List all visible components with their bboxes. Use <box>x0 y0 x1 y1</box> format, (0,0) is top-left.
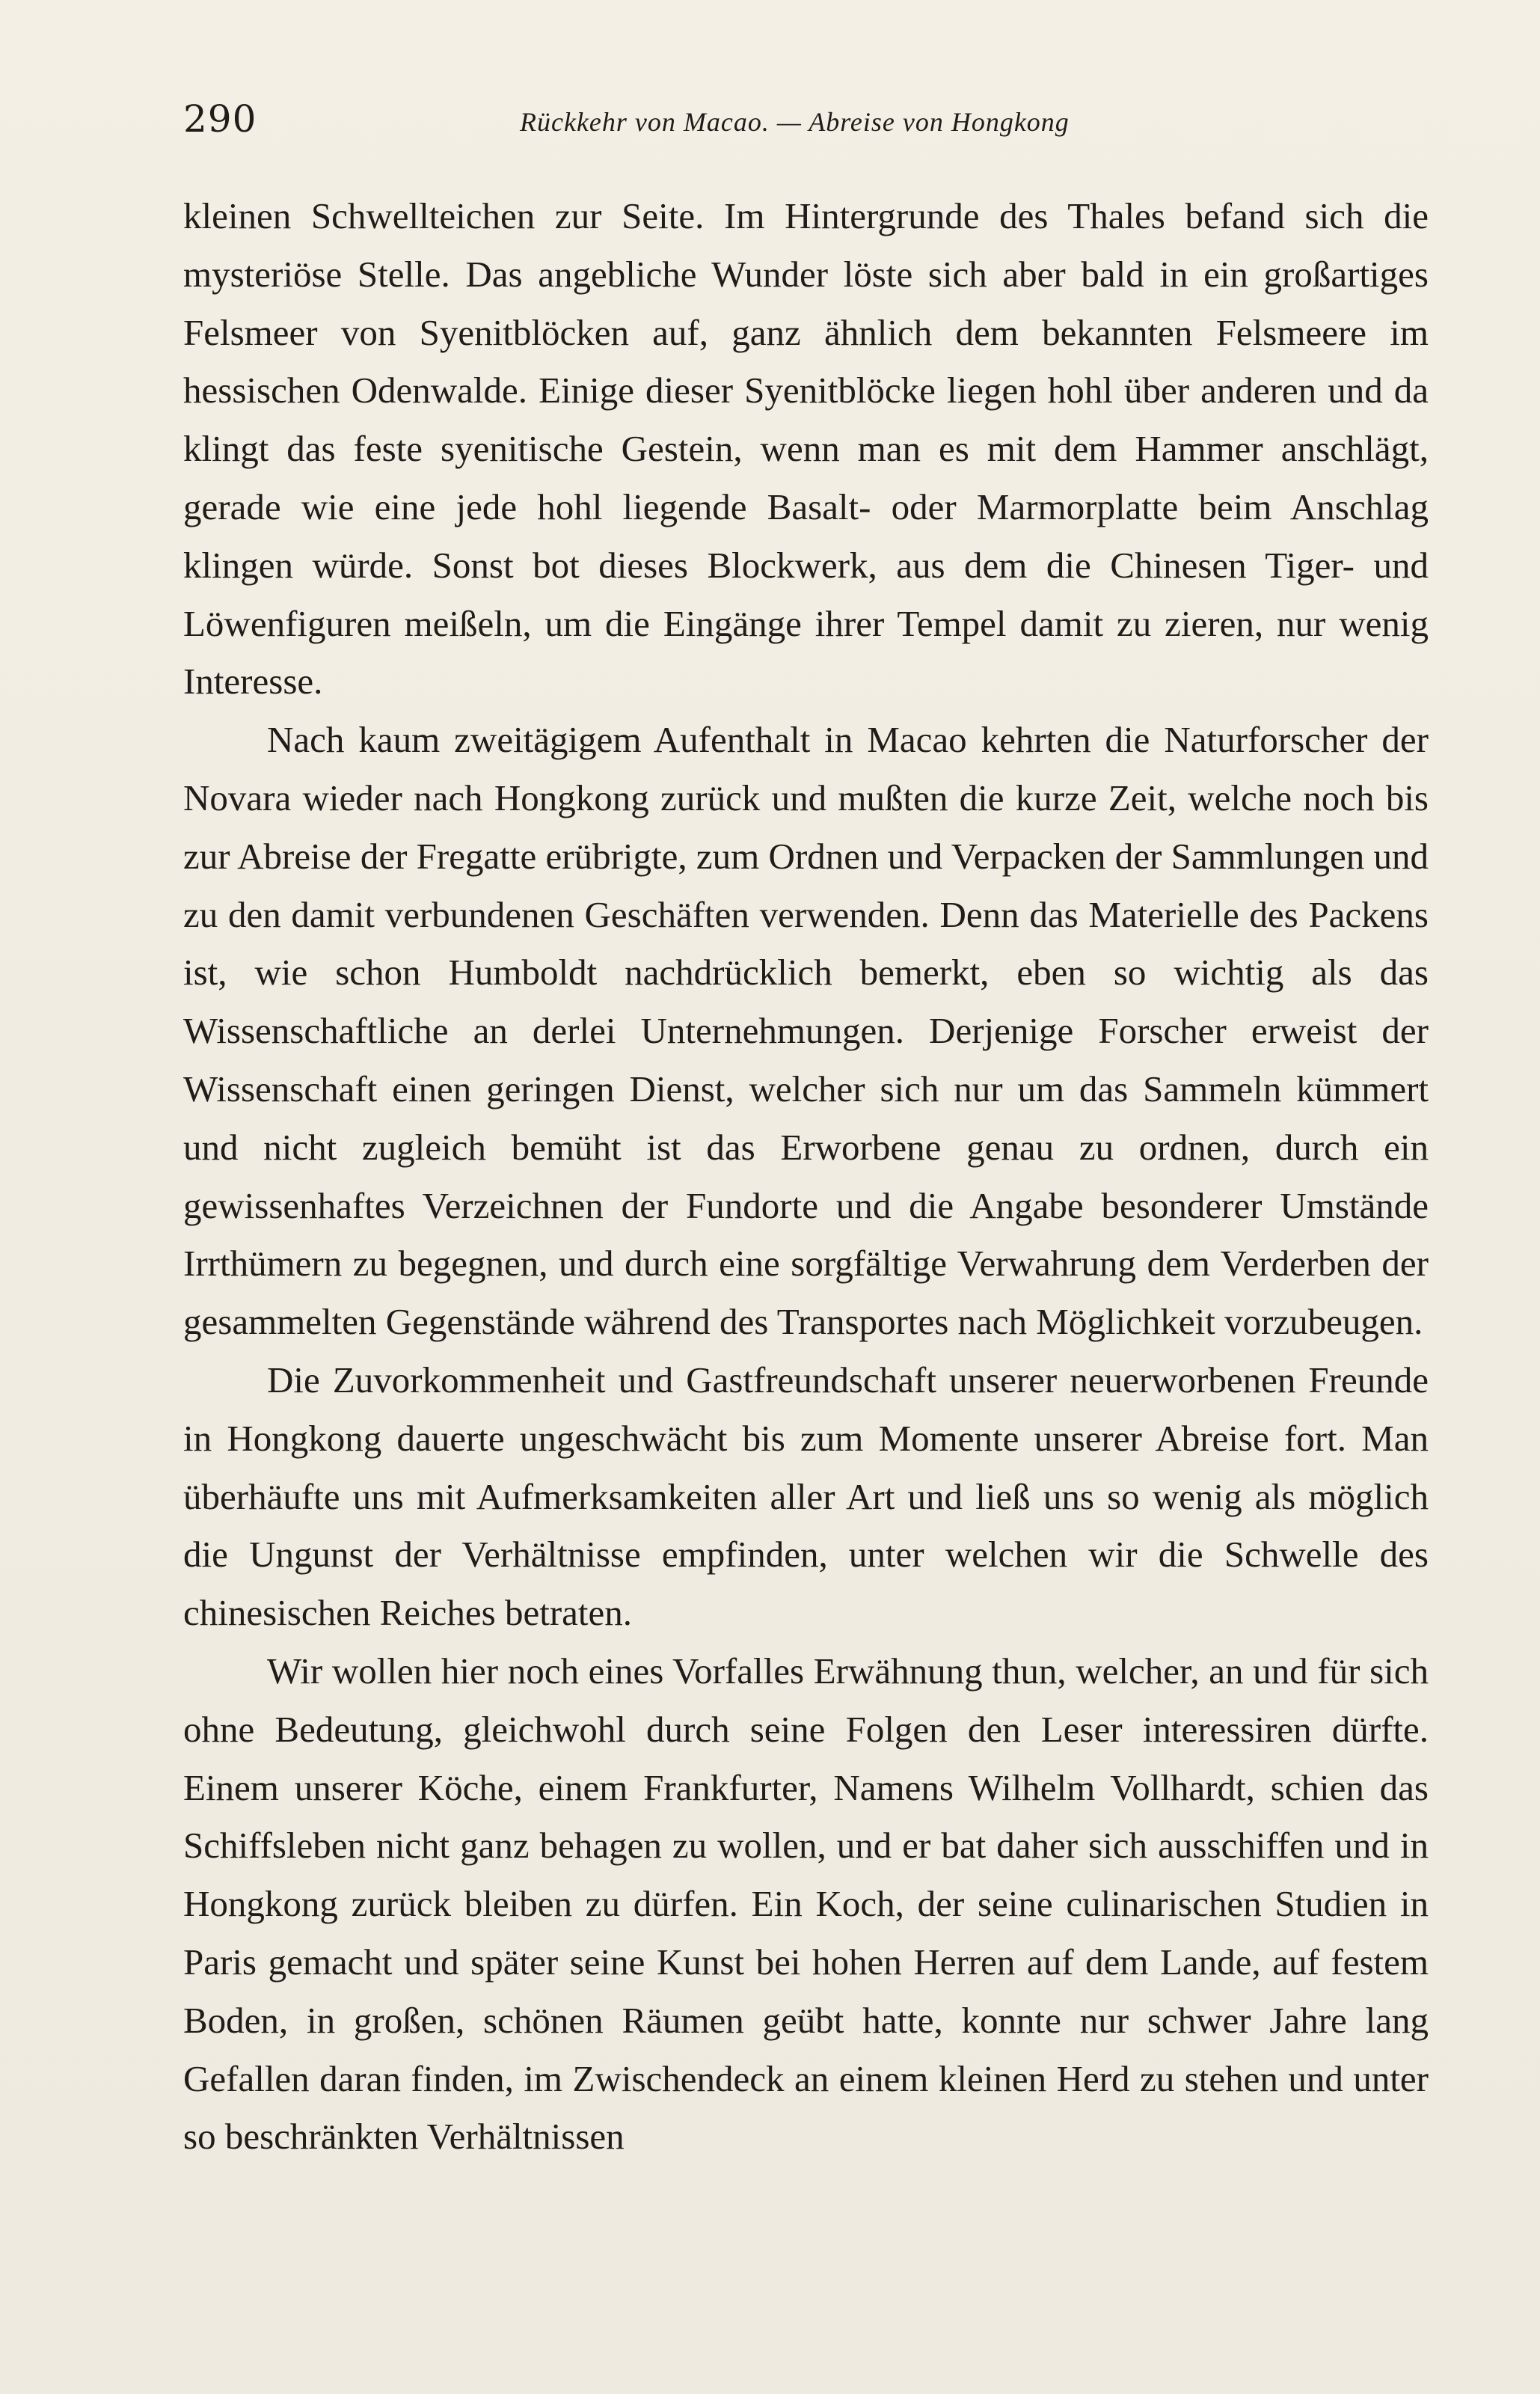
paragraph-2: Nach kaum zweitägigem Aufenthalt in Macao kehrten die Naturforscher der Novara wieder nach Hongkong zurück und mußten die kurze Zeit, welche noch bis zur Abreise der Fregatte erübrigte, zum Ordnen und Verpacken der Sammlungen und zu den damit verbundenen Geschäften verwenden. Denn das Materielle des Packens ist, wie schon Humboldt nachdrücklich bemerkt, eben so wichtig als das Wissenschaftliche an derlei Unternehmungen. Derjenige Forscher erweist der Wissenschaft einen geringen Dienst, welcher sich nur um das Sammeln kümmert und nicht zugleich bemüht ist das Erworbene genau zu ordnen, durch ein gewissenhaftes Verzeichnen der Fundorte und die Angabe besonderer Umstände Irrthümern zu begegnen, und durch eine sorgfältige Verwahrung dem Verderben der gesammelten Gegenstände während des Transportes nach Möglichkeit vorzubeugen. <box>183 719 1429 1343</box>
page-header <box>183 97 1425 157</box>
running-head: Rückkehr von Macao. — Abreise von Hongkong <box>520 107 1070 137</box>
page-number: 290 <box>183 97 257 141</box>
paragraph-1: kleinen Schwellteichen zur Seite. Im Hintergrunde des Thales befand sich die mysteriöse Stelle. Das angebliche Wunder löste sich aber bald in ein großartiges Felsmeer von Syenitblöcken auf, ganz ähnlich dem bekannten Felsmeere im hessischen Odenwalde. Einige dieser Syenitblöcke liegen hohl über anderen und da klingt das feste syenitische Gestein, wenn man es mit dem Hammer anschlägt, gerade wie eine jede hohl liegende Basalt- oder Marmorplatte beim Anschlag klingen würde. Sonst bot dieses Blockwerk, aus dem die Chinesen Tiger- und Löwenfiguren meißeln, um die Eingänge ihrer Tempel damit zu zieren, nur wenig Interesse. <box>183 195 1429 702</box>
body-text <box>183 187 1429 2166</box>
paragraph-4: Wir wollen hier noch eines Vorfalles Erwähnung thun, welcher, an und für sich ohne Bedeutung, gleichwohl durch seine Folgen den Leser interessiren dürfte. Einem unserer Köche, einem Frankfurter, Namens Wilhelm Vollhardt, schien das Schiffsleben nicht ganz behagen zu wollen, und er bat daher sich ausschiffen und in Hongkong zurück bleiben zu dürfen. Ein Koch, der seine culinarischen Studien in Paris gemacht und später seine Kunst bei hohen Herren auf dem Lande, auf festem Boden, in großen, schönen Räumen geübt hatte, konnte nur schwer Jahre lang Gefallen daran finden, im Zwischendeck an einem kleinen Herd zu stehen und unter so beschränkten Verhältnissen <box>183 1650 1429 2158</box>
paragraph-3: Die Zuvorkommenheit und Gastfreundschaft unserer neuerworbenen Freunde in Hongkong dauerte ungeschwächt bis zum Momente unserer Abreise fort. Man überhäufte uns mit Aufmerksamkeiten aller Art und ließ uns so wenig als möglich die Ungunst der Verhältnisse empfinden, unter welchen wir die Schwelle des chinesischen Reiches betraten. <box>183 1359 1429 1634</box>
